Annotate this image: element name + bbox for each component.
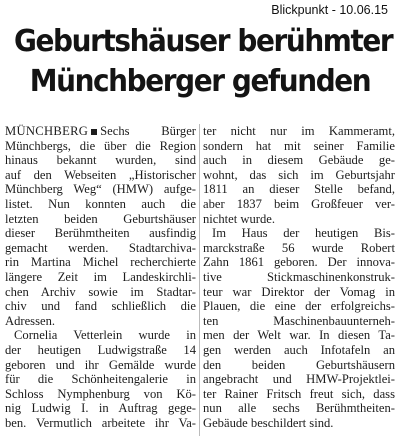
headline-line-2: Münchberger gefunden [29,64,371,99]
text-line: aber 1837 beim Großfeuer ver- [203,196,395,211]
dateline: MÜNCHBERG [5,124,89,138]
text-line: chen Archiv sowie im Stadtar- [5,284,196,299]
bullet-square-icon [91,129,97,135]
text-line: rin Martina Michel recherchierte [5,255,196,270]
text-line: Münchbergs, die über die Region [5,138,196,153]
text-line: nig Ludwig I. in Auftrag gege- [5,401,196,416]
text-line: der heutigen Ludwigstraße 14 [5,342,196,357]
paragraph-4 [203,226,395,430]
paragraph-3 [203,124,395,226]
column-divider [199,124,200,436]
text-line: Schloss Nymphenburg von Kö- [5,386,196,401]
text-line: dieser Berühmtheiten ausfindig [5,226,196,241]
text-line: auf den Webseiten „Historischer [5,167,196,182]
text-line: auch in diesem Gebäude ge- [203,153,395,168]
text-line: wohnt, das sich im Geburtsjahr [203,167,395,182]
text-line [5,124,196,139]
text-line: gen werden auch Infotafeln an [203,342,395,357]
text-line: hinaus bekannt wurden, sind [5,153,196,168]
article-headline [14,22,393,102]
text-line: ben. Vermutlich arbeitete ihr Va- [5,415,196,430]
text-line-part: Sechs Bürger [100,124,196,138]
text-line: längere Zeit im Landeskirchli- [5,269,196,284]
text-line: Gebäude beschildert sind. [203,415,334,430]
text-line: Adressen. [5,313,56,328]
text-line: den beiden Geburtshäusern [203,357,395,372]
text-line: nichtet wurde. [203,211,276,226]
text-line: Zahn 1861 geboren. Der innova- [203,255,395,270]
text-line: ten Maschinenbauunterneh- [203,313,395,328]
text-line: 1811 an dieser Stelle befand, [203,182,395,197]
text-line: chiv und fand schließlich die [5,299,196,314]
text-line: marckstraße 56 wurde Robert [203,240,395,255]
text-line: ter nicht nur im Kammeramt, [203,124,395,138]
text-line: gemacht werden. Stadtarchiva- [5,240,196,255]
text-line: listet. Nun konnten auch die [5,196,196,211]
text-line: geboren und ihr Gemälde wurde [5,357,196,372]
text-line: Münchberg Weg“ (HMW) aufge- [5,182,196,197]
text-line: tive Stickmaschinenkonstruk- [203,269,395,284]
article-column-1 [5,124,196,430]
text-line: Im Haus der heutigen Bis- [212,226,395,241]
text-line: men der Welt war. In diesen Ta- [203,328,395,343]
newspaper-source-label: Blickpunkt - 10.06.15 [271,3,388,17]
text-line: teur war Direktor der Vomag in [203,284,395,299]
paragraph-2 [5,328,196,430]
paragraph-1 [5,124,196,328]
article-column-2 [203,124,395,430]
text-line: Cornelia Vetterlein wurde in [14,328,196,343]
text-line: für die Schönheitengalerie in [5,372,196,387]
text-line: angebracht und HMW-Projektlei- [203,372,395,387]
text-line: nun alle sechs Berühmtheiten- [203,401,395,416]
text-line: letzten beiden Geburtshäuser [5,211,196,226]
text-line: Plauen, die eine der erfolgreichs- [203,299,395,314]
text-line: sondern hat mit seiner Familie [203,138,395,153]
text-line: ter Rainer Fritsch freut sich, dass [203,386,395,401]
headline-line-1: Geburtshäuser berühmter [14,24,393,59]
